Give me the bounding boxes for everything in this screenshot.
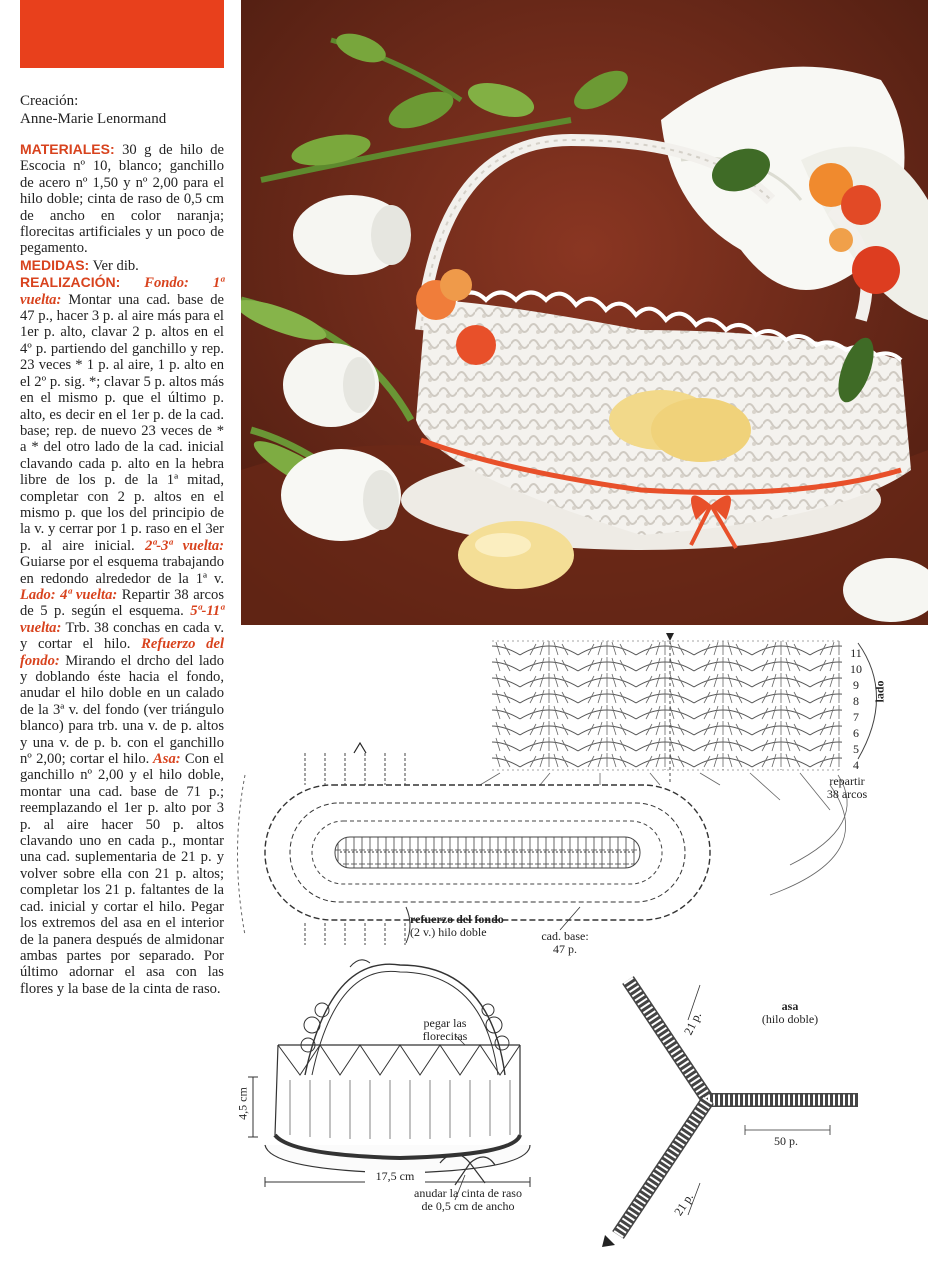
repartir-line1: repartir xyxy=(829,774,865,788)
medidas-text: Ver dib. xyxy=(89,257,139,274)
asa-line2: (hilo doble) xyxy=(761,1012,819,1026)
vuelta511-heading: 5ª-11ª vuelta: xyxy=(20,603,224,636)
fondo-text: Montar una cad. base de 47 p., hacer 3 p. al aire más para el 1er p. alto, clavar 2 p. altos en el 4º p. partiendo del ganchillo y rep. 23 veces * 1 p. al aire, 1 p. alto en el 2º p. sig. *; clavar 5 p. altos más en el mismo p. que el último p. alto, es decir en el 1er p. de la cad. base; rep. de nuevo 23 veces de * a * del otro lado de la cad. inicial clavando cada p. alto en la hebra libre de los p. de la 1ª mitad, completar con 2 p. altos en el mismo p. que los del principio de la v. y cerrar por 1 p. raso en el 3er p. al aire inicial. xyxy=(20,291,224,554)
materiales-text: 30 g de hilo de Escocia nº 10, blanco; ganchillo de acero nº 1,50 y nº 2,00 para el hilo doble; cinta de raso de 0,5 cm de ancho en color naranja; florecitas artificiales y un poco de pegamento. xyxy=(20,142,224,257)
materiales-heading: MATERIALES: xyxy=(20,141,115,157)
row-label-6: 6 xyxy=(853,726,859,740)
cad-base-label xyxy=(526,930,604,956)
credit-block xyxy=(20,92,230,128)
basket-side-view xyxy=(248,960,530,1200)
row-label-8: 8 xyxy=(853,694,859,708)
asa-line1: asa xyxy=(781,999,799,1013)
header-color-block xyxy=(20,0,224,68)
refuerzo-heading: Refuerzo del fondo: xyxy=(20,636,224,669)
lado-heading: Lado: 4ª vuelta: xyxy=(20,586,118,603)
cad-base-line2: 47 p. xyxy=(553,942,577,956)
vuelta23-text: Guiarse por el esquema trabajando en redondo alrededor de la 1ª v. xyxy=(20,554,224,587)
repartir-line2: 38 arcos xyxy=(826,787,868,801)
asa-heading: Asa: xyxy=(149,751,181,768)
refuerzo-line1: refuerzo del fondo xyxy=(410,912,504,926)
vuelta511-text: Trb. 38 conchas en cada v. y cortar el hilo. xyxy=(20,619,224,653)
instructions-text xyxy=(20,141,224,997)
cinta-line2: de 0,5 cm de ancho xyxy=(421,1199,515,1213)
row-label-4: 4 xyxy=(853,758,859,772)
repartir-label xyxy=(812,775,882,801)
row-label-7: 7 xyxy=(853,710,859,724)
lado-text: Repartir 38 arcos de 5 p. según el esquema. xyxy=(20,586,224,620)
cinta-label xyxy=(388,1187,548,1213)
height-label: 4,5 cm xyxy=(235,1087,250,1120)
refuerzo-line2: (2 v.) hilo doble xyxy=(410,925,487,939)
connector-lines xyxy=(480,773,847,895)
crochet-diagrams xyxy=(230,625,928,1280)
realizacion-heading: REALIZACIÓN: xyxy=(20,274,121,291)
vuelta23-heading: 2ª-3ª vuelta: xyxy=(134,537,224,554)
lado-chart xyxy=(492,633,877,785)
lado-label: lado xyxy=(872,680,887,703)
basket-photo xyxy=(241,0,928,625)
asa-50p-label: 50 p. xyxy=(774,1134,798,1148)
row-label-5: 5 xyxy=(853,742,859,756)
asa-21p-top-label: 21 p. xyxy=(680,1009,705,1038)
row-label-9: 9 xyxy=(853,678,859,692)
credit-author: Anne-Marie Lenormand xyxy=(20,111,167,127)
refuerzo-text: Mirando el drcho del lado y doblando éste hacia el fondo, anudar el hilo doble en un calado de la 3ª v. del fondo (ver triángulo blanco) para trb. una v. de p. altos y una v. de p. b. con el ganchillo nº 2,00; cortar el hilo. xyxy=(20,652,224,768)
width-label: 17,5 cm xyxy=(365,1170,425,1183)
asa-label xyxy=(750,1000,830,1026)
medidas-heading: MEDIDAS: xyxy=(20,256,90,273)
row-label-10: 10 xyxy=(850,662,862,676)
cinta-line1: anudar la cinta de raso xyxy=(414,1186,522,1200)
fondo-heading: Fondo: 1ª vuelta: xyxy=(20,275,224,308)
cad-base-line1: cad. base: xyxy=(541,929,589,943)
pegar-line1: pegar las xyxy=(423,1016,467,1030)
pegar-label xyxy=(412,1017,478,1043)
row-label-11: 11 xyxy=(850,646,862,660)
pegar-line2: florecitas xyxy=(422,1029,468,1043)
refuerzo-label xyxy=(410,913,530,939)
asa-21p-bottom-label: 21 p. xyxy=(671,1190,696,1219)
asa-text: Con el ganchillo nº 2,00 y el hilo doble, montar una cad. base de 71 p.; reemplazando el 1er p. alto por 3 p. al aire hacer 50 p. altos clavando uno en cada p., montar una cad. suplementaria de 21 p. y volver sobre ella con 21 p. altos; completar los 21 p. faltantes de la cad. inicial y cortar el hilo. Pegar los extremos del asa en el interior de la panera después de almidonar ambas partes por separado. Por último adornar el asa con las flores y la base de la cinta de raso. xyxy=(20,751,224,997)
credit-label: Creación: xyxy=(20,93,79,109)
photo-illustration xyxy=(241,0,928,625)
